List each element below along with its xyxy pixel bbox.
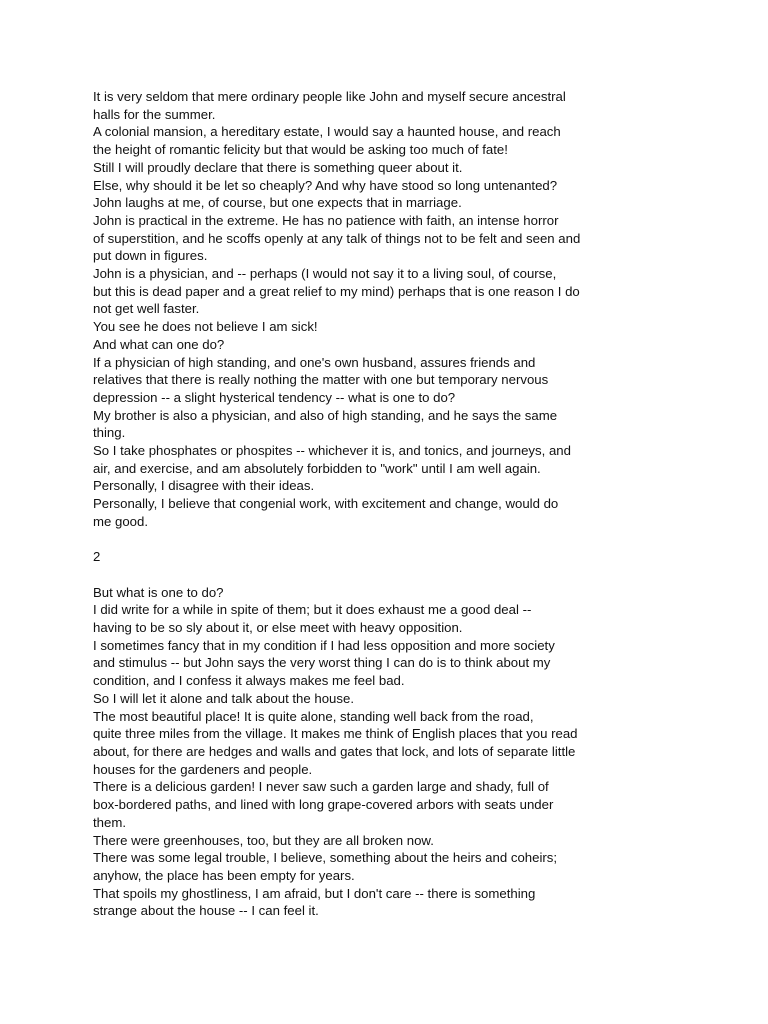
text-line: If a physician of high standing, and one's own husband, assures friends and xyxy=(93,354,536,370)
text-line: anyhow, the place has been empty for years. xyxy=(93,867,355,883)
text-line: That spoils my ghostliness, I am afraid, but I don't care -- there is something xyxy=(93,885,536,901)
text-line: It is very seldom that mere ordinary people like John and myself secure ancestral xyxy=(93,89,566,104)
text-line: Else, why should it be let so cheaply? And why have stood so long untenanted? xyxy=(93,177,558,193)
text-line: You see he does not believe I am sick! xyxy=(93,319,318,335)
text-line: thing. xyxy=(93,425,126,441)
text-line: There is a delicious garden! I never saw such a garden large and shady, full of xyxy=(93,779,549,795)
text-line: and stimulus -- but John says the very worst thing I can do is to think about my xyxy=(93,655,551,671)
text-line: Personally, I disagree with their ideas. xyxy=(93,478,315,494)
text-line: Personally, I believe that congenial work, with excitement and change, would do xyxy=(93,496,559,512)
text-line: halls for the summer. xyxy=(93,106,216,122)
text-line: houses for the gardeners and people. xyxy=(93,761,313,777)
text-line: There were greenhouses, too, but they are all broken now. xyxy=(93,832,434,848)
text-line: I did write for a while in spite of them; but it does exhaust me a good deal -- xyxy=(93,602,532,618)
text-line: not get well faster. xyxy=(93,301,200,317)
page-number: 2 xyxy=(93,549,101,565)
text-line: I sometimes fancy that in my condition if I had less opposition and more society xyxy=(93,637,555,653)
text-line: depression -- a slight hysterical tendency -- what is one to do? xyxy=(93,389,456,405)
text-line: John laughs at me, of course, but one expects that in marriage. xyxy=(93,195,462,211)
text-line: The most beautiful place! It is quite alone, standing well back from the road, xyxy=(93,708,534,724)
text-line: relatives that there is really nothing the matter with one but temporary nervous xyxy=(93,372,549,388)
text-line: So I take phosphates or phospites -- whichever it is, and tonics, and journeys, and xyxy=(93,443,571,459)
text-line: condition, and I confess it always makes me feel bad. xyxy=(93,673,405,689)
text-line: So I will let it alone and talk about the house. xyxy=(93,690,354,706)
text-section-1 xyxy=(93,88,733,531)
text-line: Still I will proudly declare that there is something queer about it. xyxy=(93,159,463,175)
text-line: John is a physician, and -- perhaps (I would not say it to a living soul, of course, xyxy=(93,266,557,282)
text-line: A colonial mansion, a hereditary estate, I would say a haunted house, and reach xyxy=(93,124,561,140)
text-line: And what can one do? xyxy=(93,336,225,352)
text-line: There was some legal trouble, I believe, something about the heirs and coheirs; xyxy=(93,850,558,866)
text-line: put down in figures. xyxy=(93,248,208,264)
text-line: box-bordered paths, and lined with long grape-covered arbors with seats under xyxy=(93,797,554,813)
text-line: quite three miles from the village. It makes me think of English places that you read xyxy=(93,726,578,742)
text-section-2 xyxy=(93,584,733,920)
text-line: the height of romantic felicity but that would be asking too much of fate! xyxy=(93,142,508,158)
text-line: John is practical in the extreme. He has no patience with faith, an intense horror xyxy=(93,212,559,228)
text-line: of superstition, and he scoffs openly at any talk of things not to be felt and seen and xyxy=(93,230,581,246)
text-line: But what is one to do? xyxy=(93,584,224,600)
text-line: strange about the house -- I can feel it. xyxy=(93,903,319,919)
text-line: me good. xyxy=(93,513,148,529)
document-page xyxy=(93,88,733,920)
text-line: My brother is also a physician, and also of high standing, and he says the same xyxy=(93,407,558,423)
text-line: but this is dead paper and a great relief to my mind) perhaps that is one reason I do xyxy=(93,283,580,299)
text-line: air, and exercise, and am absolutely forbidden to "work" until I am well again. xyxy=(93,460,541,476)
text-line: them. xyxy=(93,814,126,830)
text-line: having to be so sly about it, or else meet with heavy opposition. xyxy=(93,620,463,636)
text-line: about, for there are hedges and walls and gates that lock, and lots of separate little xyxy=(93,743,576,759)
